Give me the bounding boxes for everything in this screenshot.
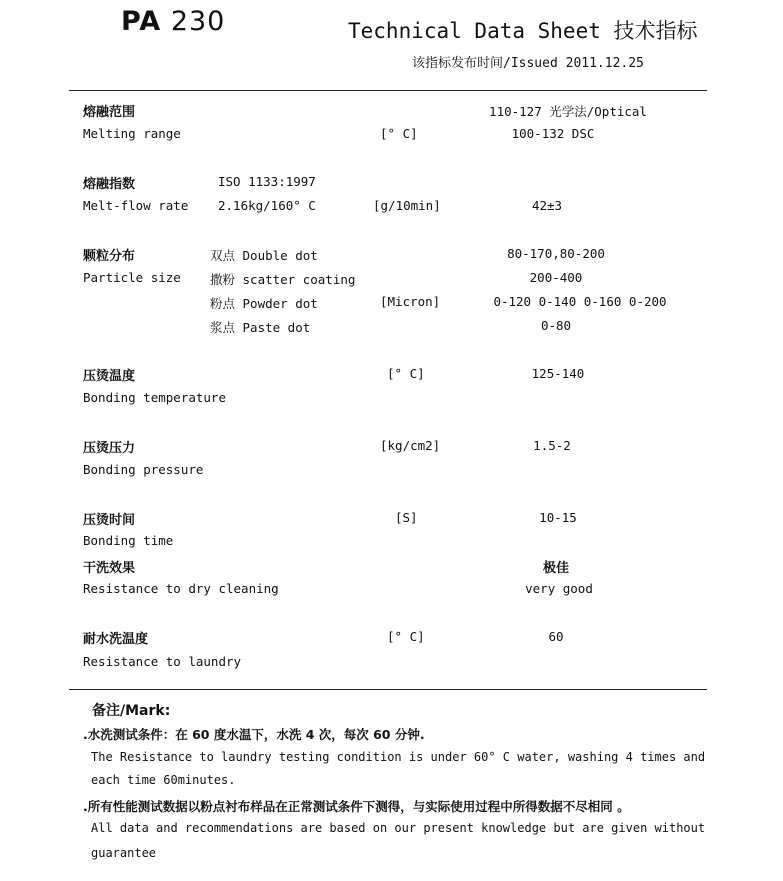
product-code: PA <box>121 6 162 37</box>
laundry-unit: [° C] <box>387 629 425 644</box>
issued-date: 该指标发布时间/Issued 2011.12.25 <box>412 56 644 71</box>
bonding-time-en: Bonding time <box>83 533 174 548</box>
particle-powder-value: 0-120 0-140 0-160 0-200 <box>493 294 667 309</box>
laundry-en: Resistance to laundry <box>83 654 242 669</box>
melting-range-en: Melting range <box>83 126 181 141</box>
dry-cleaning-cn: 干洗效果 <box>83 561 136 576</box>
particle-powder-label: 粉点 Powder dot <box>210 296 318 311</box>
remarks-heading: 备注/Mark: <box>92 703 171 719</box>
remark-2-en-line2: guarantee <box>91 846 157 860</box>
melt-flow-value: 42±3 <box>531 198 563 213</box>
particle-double-dot-label: 双点 Double dot <box>210 248 318 263</box>
product-number: 230 <box>170 6 226 37</box>
bonding-temperature-en: Bonding temperature <box>83 390 226 405</box>
bonding-temperature-unit: [° C] <box>387 366 425 381</box>
particle-paste-label: 浆点 Paste dot <box>210 320 311 335</box>
particle-scatter-label: 撒粉 scatter coating <box>210 272 356 287</box>
dry-cleaning-value-en: very good <box>525 581 593 596</box>
dry-cleaning-en: Resistance to dry cleaning <box>83 581 279 596</box>
particle-size-unit: [Micron] <box>380 294 441 309</box>
particle-double-dot-value: 80-170,80-200 <box>507 246 605 261</box>
particle-size-en: Particle size <box>83 270 181 285</box>
particle-scatter-value: 200-400 <box>529 270 583 285</box>
dry-cleaning-value-cn: 极佳 <box>542 561 570 576</box>
melting-range-unit: [° C] <box>380 126 418 141</box>
melt-flow-condition: 2.16kg/160° C <box>218 198 316 213</box>
top-divider <box>69 90 707 91</box>
bonding-pressure-en: Bonding pressure <box>83 462 204 477</box>
particle-size-cn: 颗粒分布 <box>83 249 136 264</box>
bonding-time-cn: 压烫时间 <box>83 513 136 528</box>
melt-flow-cn: 熔融指数 <box>83 177 136 192</box>
laundry-value: 60 <box>548 629 564 644</box>
laundry-cn: 耐水洗温度 <box>83 632 149 647</box>
remark-1-cn: .水洗测试条件：在 60 度水温下，水洗 4 次，每次 60 分钟. <box>83 727 425 742</box>
remark-1-en-line2: each time 60minutes. <box>91 773 236 787</box>
melt-flow-standard: ISO 1133:1997 <box>218 174 316 189</box>
bonding-pressure-cn: 压烫压力 <box>83 441 136 456</box>
product-title <box>121 6 225 37</box>
particle-paste-value: 0-80 <box>540 318 572 333</box>
melt-flow-en: Melt-flow rate <box>83 198 189 213</box>
bonding-pressure-value: 1.5-2 <box>533 438 571 453</box>
remark-1-en-line1: The Resistance to laundry testing condition is under 60° C water, washing 4 times and <box>91 750 706 764</box>
bonding-pressure-unit: [kg/cm2] <box>380 438 441 453</box>
melt-flow-unit: [g/10min] <box>373 198 441 213</box>
bonding-temperature-cn: 压烫温度 <box>83 369 136 384</box>
bottom-divider <box>69 689 707 690</box>
melting-range-cn: 熔融范围 <box>83 105 136 120</box>
bonding-time-unit: [S] <box>395 510 418 525</box>
melting-range-optical: 110-127 光学法/Optical <box>489 104 647 119</box>
melting-range-dsc: 100-132 DSC <box>511 126 595 141</box>
bonding-temperature-value: 125-140 <box>531 366 585 381</box>
remark-2-cn: .所有性能测试数据以粉点衬布样品在正常测试条件下测得，与实际使用过程中所得数据不尽相同 。 <box>83 799 630 814</box>
sheet-title: Technical Data Sheet 技术指标 <box>348 19 698 43</box>
bonding-time-value: 10-15 <box>539 510 577 525</box>
remark-2-en-line1: All data and recommendations are based on our present knowledge but are given without <box>91 821 706 835</box>
